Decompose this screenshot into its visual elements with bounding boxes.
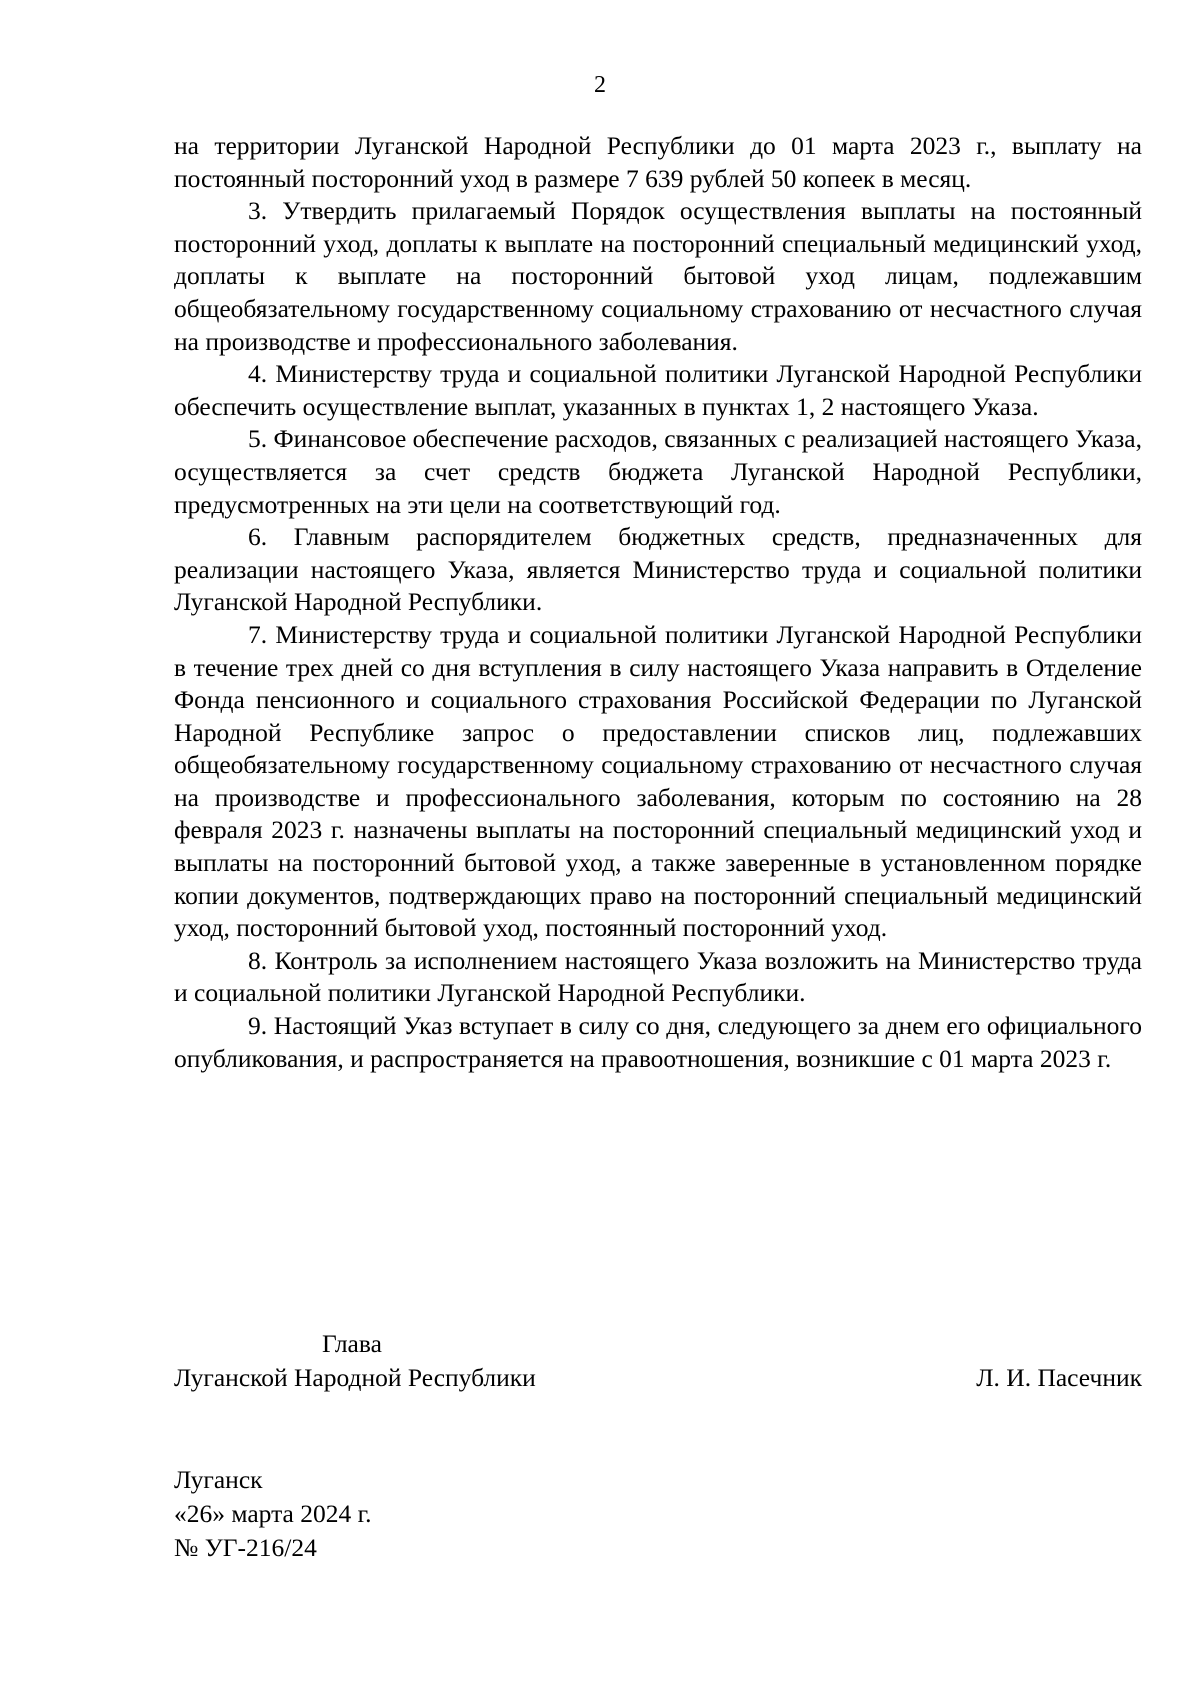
signature-row: [174, 1361, 1142, 1395]
document-number: № УГ-216/24: [174, 1533, 317, 1562]
document-footer: [174, 1463, 774, 1565]
page-number: 2: [594, 72, 606, 98]
paragraph-item-5: 5. Финансовое обеспечение расходов, связанных с реализацией настоящего Указа, осуществляется за счет средств бюджета Луганской Народной Республики, предусмотренных на эти цели на соответствующий год.: [174, 424, 1142, 519]
paragraph-item-9: 9. Настоящий Указ вступает в силу со дня, следующего за днем его официального опубликования, и распространяется на правоотношения, возникшие с 01 марта 2023 г.: [174, 1011, 1142, 1073]
place-of-signing: Луганск: [174, 1465, 263, 1494]
document-body: [174, 130, 1142, 1075]
paragraph-item-8: 8. Контроль за исполнением настоящего Указа возложить на Министерство труда и социальной политики Луганской Народной Республики.: [174, 945, 1142, 1008]
signatory-name: Л. И. Пасечник: [976, 1363, 1142, 1392]
signatory-title-line1: Глава: [322, 1329, 382, 1358]
paragraph-continuation: на территории Луганской Народной Республики до 01 марта 2023 г., выплату на постоянный посторонний уход в размере 7 639 рублей 50 копеек в месяц.: [174, 131, 1142, 193]
paragraph-item-4: 4. Министерству труда и социальной политики Луганской Народной Республики обеспечить осуществление выплат, указанных в пунктах 1, 2 настоящего Указа.: [174, 359, 1142, 421]
signatory-title-line2: Луганской Народной Республики: [174, 1363, 536, 1392]
document-date: «26» марта 2024 г.: [174, 1499, 372, 1528]
paragraph-item-6: 6. Главным распорядителем бюджетных средств, предназначенных для реализации настоящего Указа, является Министерство труда и социальной политики Луганской Народной Республики.: [174, 522, 1142, 617]
paragraph-item-3: 3. Утвердить прилагаемый Порядок осуществления выплаты на постоянный посторонний уход, доплаты к выплате на посторонний специальный медицинский уход, доплаты к выплате на посторонний бытовой уход лицам, подлежавшим общеобязательному государственному социальному страхованию от несчастного случая на производстве и профессионального заболевания.: [174, 196, 1142, 356]
paragraph-item-7: 7. Министерству труда и социальной политики Луганской Народной Республики в течение трех дней со дня вступления в силу настоящего Указа направить в Отделение Фонда пенсионного и социального страхования Российской Федерации по Луганской Народной Республике запрос о предоставлении списков лиц, подлежавших общеобязательному государственному социальному страхованию от несчастного случая на производстве и профессионального заболевания, которым по состоянию на 28 февраля 2023 г. назначены выплаты на посторонний специальный медицинский уход и выплаты на посторонний бытовой уход, а также заверенные в установленном порядке копии документов, подтверждающих право на посторонний специальный медицинский уход, посторонний бытовой уход, постоянный посторонний уход.: [174, 619, 1142, 943]
signature-block: [174, 1327, 1142, 1395]
